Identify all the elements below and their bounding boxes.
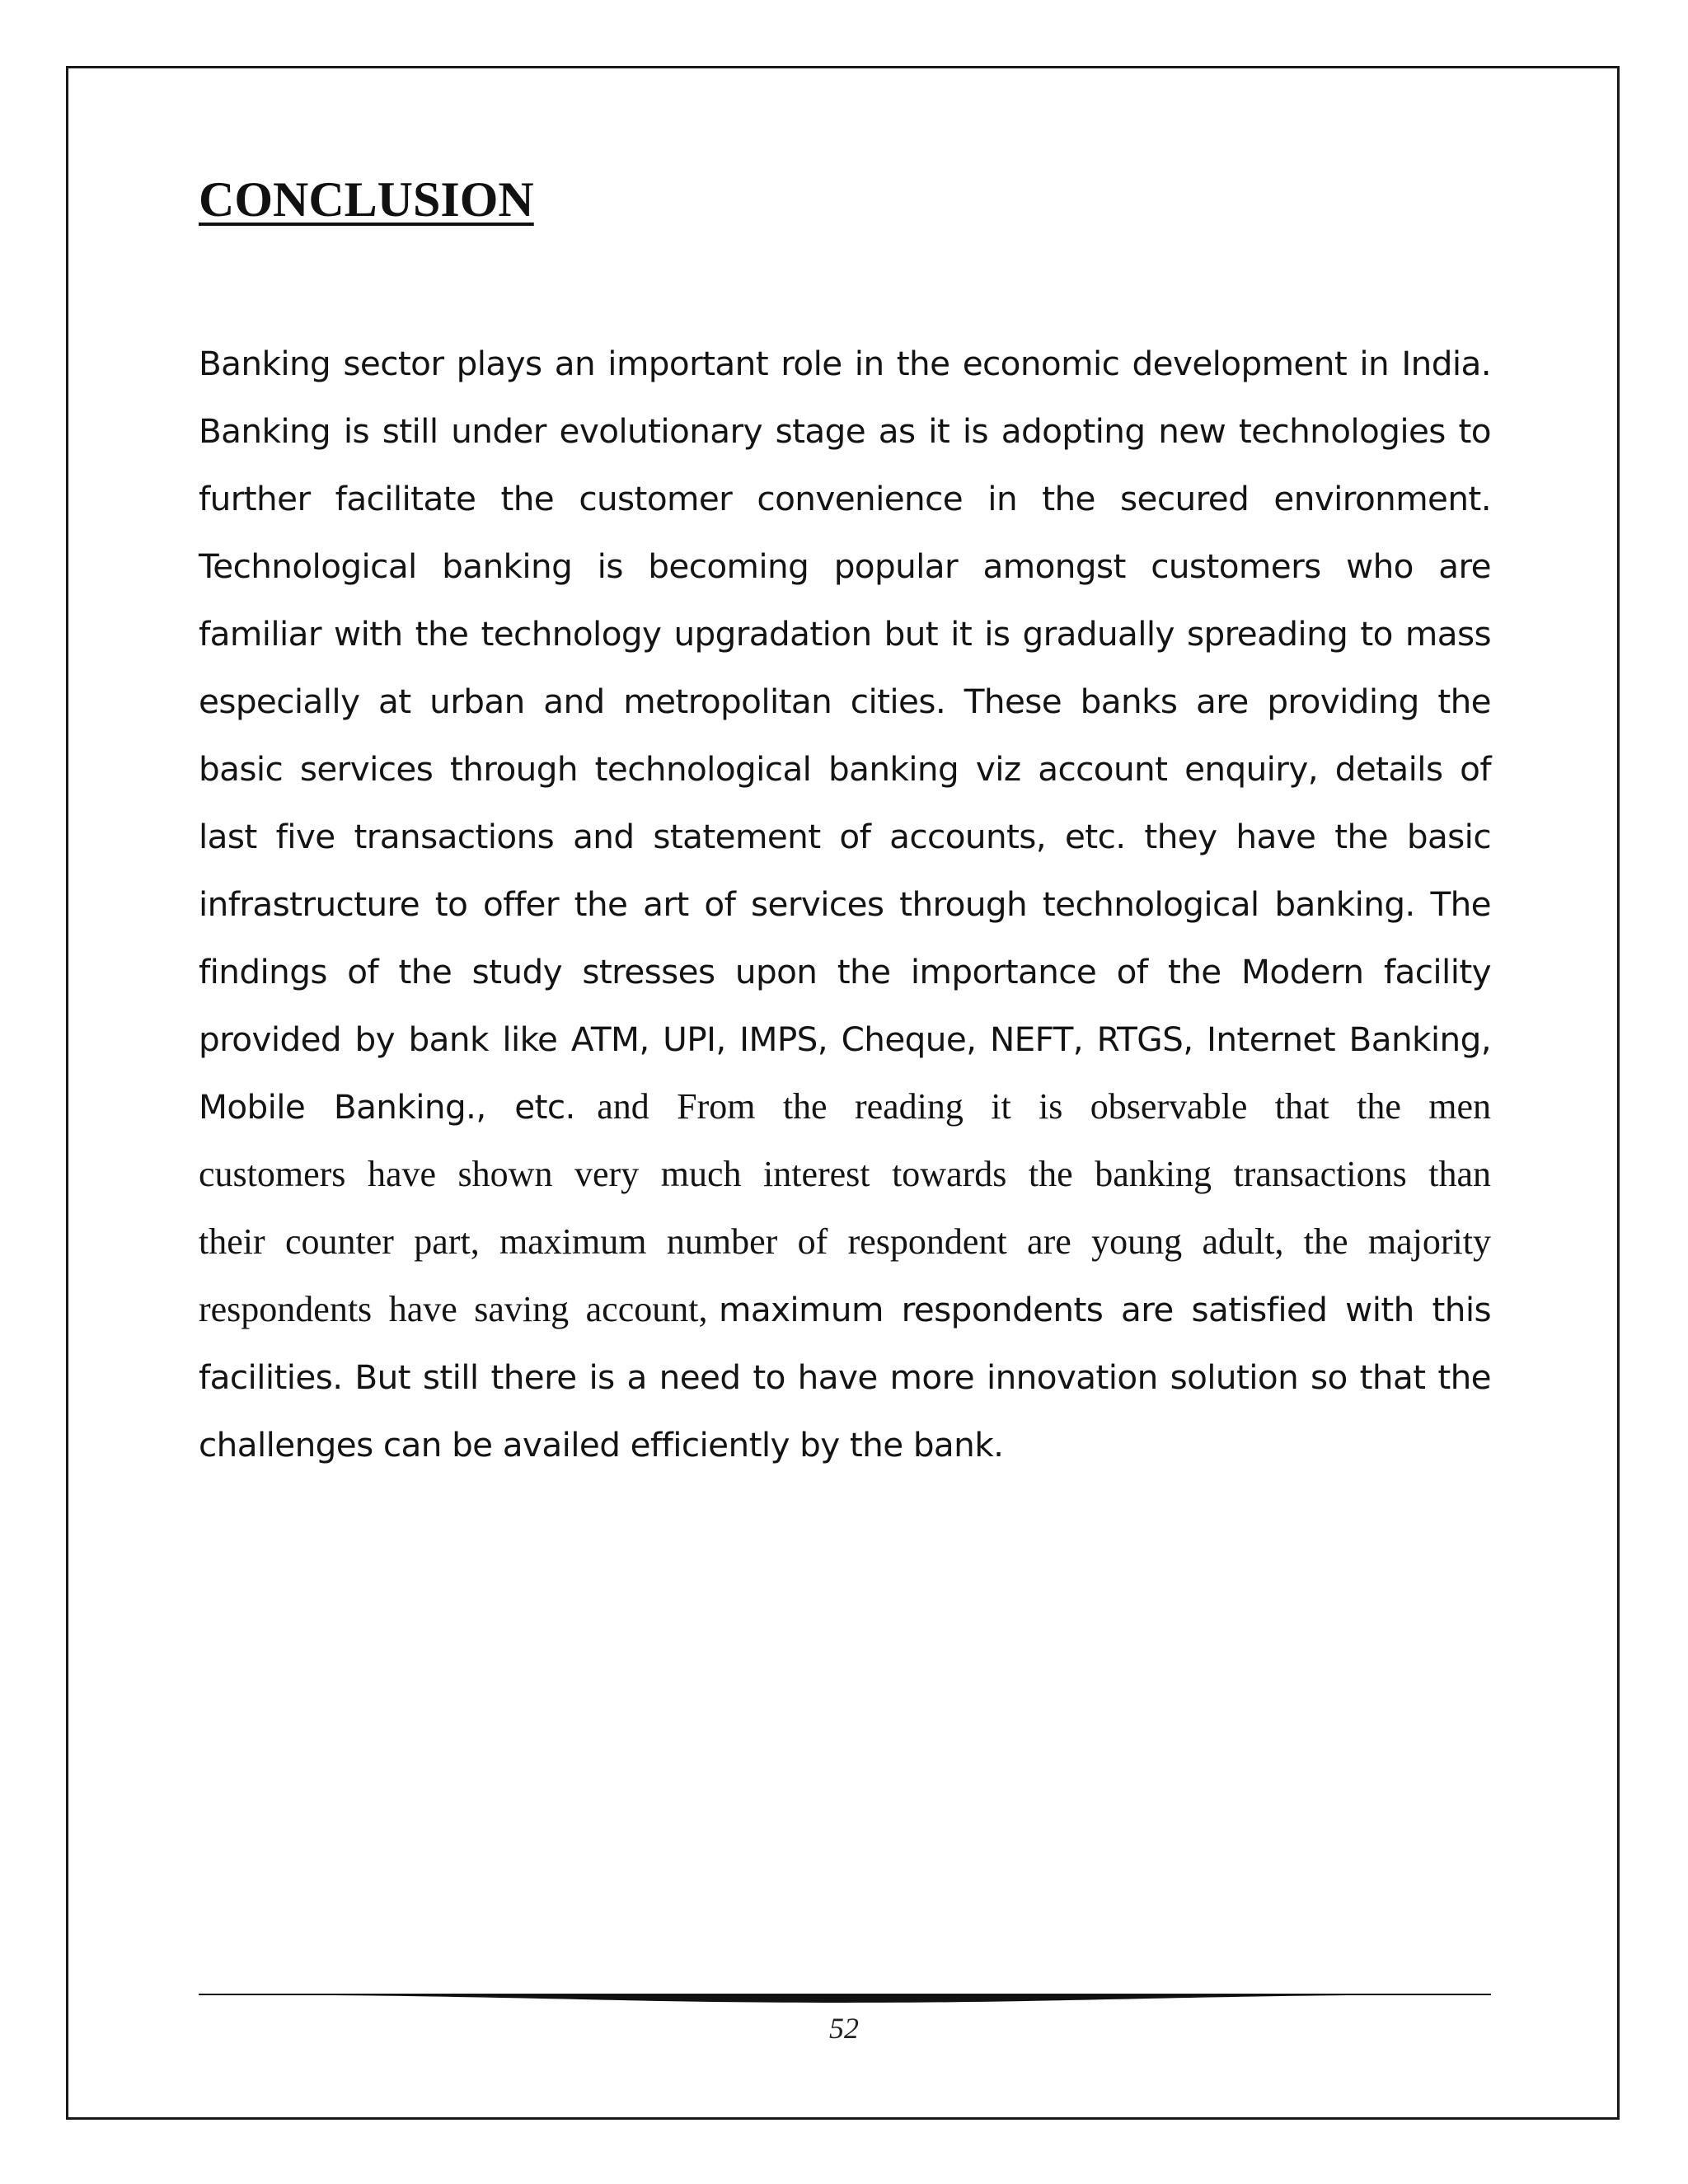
- paragraph-line: Banking sector plays an important role in the economic development in India.: [199, 344, 1491, 383]
- paragraph-line: basic services through technological banking viz account enquiry, details of: [199, 749, 1491, 789]
- paragraph-line: facilities. But still there is a need to have more innovation solution so that the: [199, 1357, 1491, 1397]
- footer-divider: [199, 1993, 1491, 2004]
- paragraph-line: further facilitate the customer convenience in the secured environment.: [199, 479, 1491, 518]
- paragraph-line: last five transactions and statement of accounts, etc. they have the basic: [199, 817, 1491, 856]
- paragraph-line-segment: maximum respondents are satisfied with this: [718, 1290, 1491, 1329]
- paragraph-line-segment: Mobile Banking., etc.: [199, 1087, 575, 1127]
- paragraph-line: Technological banking is becoming popular amongst customers who are: [199, 546, 1491, 586]
- paragraph-line: infrastructure to offer the art of services through technological banking. The: [199, 884, 1491, 924]
- paragraph-line: especially at urban and metropolitan cities. These banks are providing the: [199, 682, 1491, 721]
- conclusion-paragraph: [199, 330, 1491, 1479]
- paragraph-line-segment: and From the reading it is observable that the men: [597, 1086, 1492, 1127]
- page-heading: CONCLUSION: [199, 172, 534, 227]
- paragraph-line-segment: respondents have saving account,: [199, 1289, 708, 1329]
- page-number: 52: [829, 2012, 859, 2045]
- paragraph-line-mixed: [199, 1073, 1491, 1141]
- paragraph-line: provided by bank like ATM, UPI, IMPS, Cheque, NEFT, RTGS, Internet Banking,: [199, 1019, 1491, 1059]
- paragraph-line: customers have shown very much interest towards the banking transactions than: [199, 1154, 1491, 1194]
- paragraph-line: challenges can be availed efficiently by the bank.: [199, 1425, 1004, 1465]
- paragraph-line: findings of the study stresses upon the importance of the Modern facility: [199, 952, 1491, 991]
- paragraph-line-mixed: [199, 1276, 1491, 1343]
- paragraph-line: Banking is still under evolutionary stage as it is adopting new technologies to: [199, 411, 1491, 451]
- paragraph-line: familiar with the technology upgradation but it is gradually spreading to mass: [199, 614, 1491, 654]
- paragraph-line: their counter part, maximum number of respondent are young adult, the majority: [199, 1221, 1491, 1262]
